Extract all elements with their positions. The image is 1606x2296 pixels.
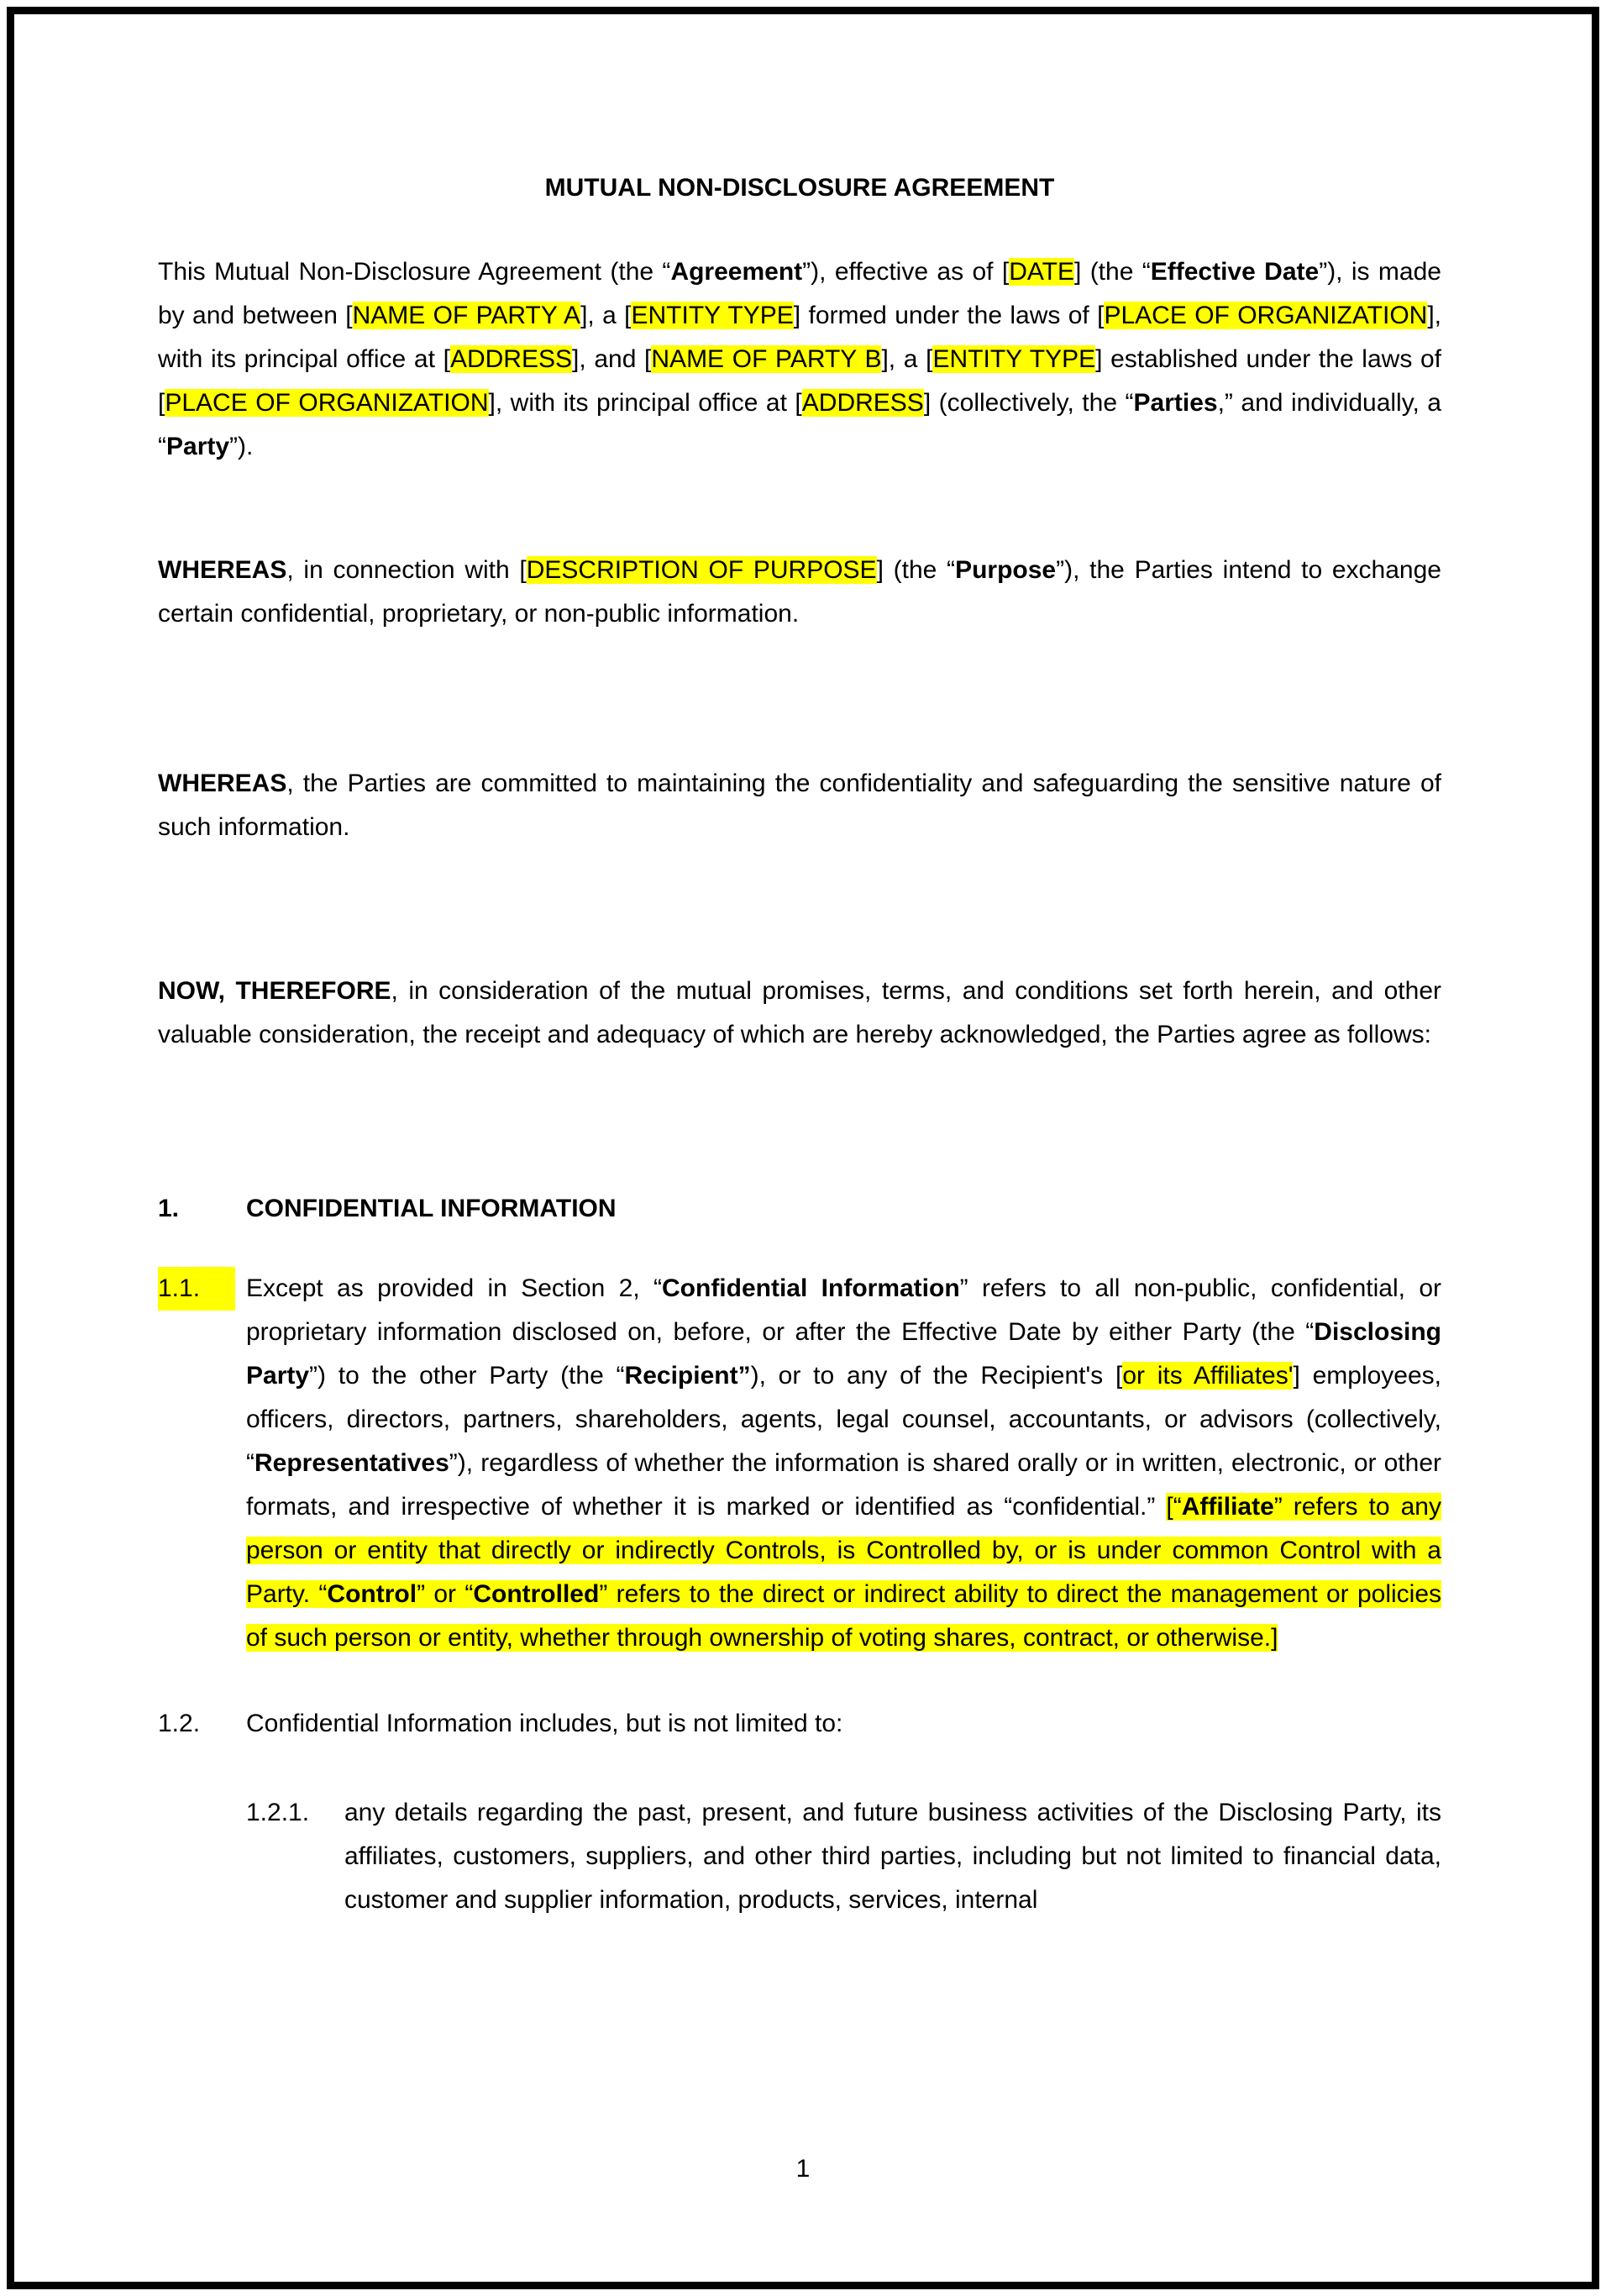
- now-therefore-paragraph: NOW, THEREFORE, in consideration of the mutual promises, terms, and conditions set forth herein, and other valuable consideration, the receipt and adequacy of which are hereby acknowledged, the Parties agree as follows:: [158, 977, 1441, 1048]
- section-1-title: CONFIDENTIAL INFORMATION: [246, 1195, 617, 1222]
- page-number: 1: [795, 2155, 811, 2183]
- whereas-commitment-paragraph: WHEREAS, the Parties are committed to maintaining the confidentiality and safeguarding the sensitive nature of such information.: [158, 770, 1441, 841]
- document-content: [158, 166, 1441, 1922]
- clause-1-1-number: [158, 1267, 246, 1311]
- clause-1-2-1-number: 1.2.1.: [246, 1799, 310, 1826]
- whereas-purpose-paragraph: WHEREAS, in connection with [DESCRIPTION OF PURPOSE] (the “Purpose”), the Parties intend to exchange certain confidential, proprietary, or non-public information.: [158, 556, 1441, 628]
- clause-1-2-1: [246, 1791, 1441, 1922]
- clause-1-2: [158, 1702, 1441, 1746]
- clause-1-1: [158, 1267, 1441, 1660]
- document-title: MUTUAL NON-DISCLOSURE AGREEMENT: [544, 174, 1055, 202]
- intro-paragraph: This Mutual Non-Disclosure Agreement (the “Agreement”), effective as of [DATE] (the “Effective Date”), is made by and between [NAME OF PARTY A], a [ENTITY TYPE] formed under the laws of [PLACE OF ORGANIZATION], with its principal office at [ADDRESS], and [NAME OF PARTY B], a [ENTITY TYPE] established under the laws of [PLACE OF ORGANIZATION], with its principal office at [ADDRESS] (collectively, the “Parties,” and individually, a “Party”).: [158, 258, 1442, 460]
- clause-1-1-text: Except as provided in Section 2, “Confidential Information” refers to all non-public, confidential, or proprietary information disclosed on, before, or after the Effective Date by either Party (the “Disclosing Party”) to the other Party (the “Recipient”), or to any of the Recipient's [or its Affiliates'] employees, officers, directors, partners, shareholders, agents, legal counsel, accountants, or advisors (collectively, “Representatives”), regardless of whether the information is shared orally or in written, electronic, or other formats, and irrespective of whether it is marked or identified as “confidential.” [“Affiliate” refers to any person or entity that directly or indirectly Controls, is Controlled by, or is under common Control with a Party. “Control” or “Controlled” refers to the direct or indirect ability to direct the management or policies of such person or entity, whether through ownership of voting shares, contract, or otherwise.]: [246, 1274, 1442, 1652]
- clause-1-1-number-highlight: 1.1.: [158, 1267, 235, 1311]
- section-1-heading: [158, 1187, 1441, 1231]
- clause-1-2-1-text: any details regarding the past, present, and future business activities of the Disclosing Party, its affiliates, customers, suppliers, and other third parties, including but not limited to financial data, customer and supplier information, products, services, internal: [344, 1799, 1441, 1914]
- clause-1-2-number: 1.2.: [158, 1710, 201, 1737]
- section-1-number: 1.: [158, 1195, 180, 1222]
- clause-1-2-text: Confidential Information includes, but is not limited to:: [246, 1710, 843, 1737]
